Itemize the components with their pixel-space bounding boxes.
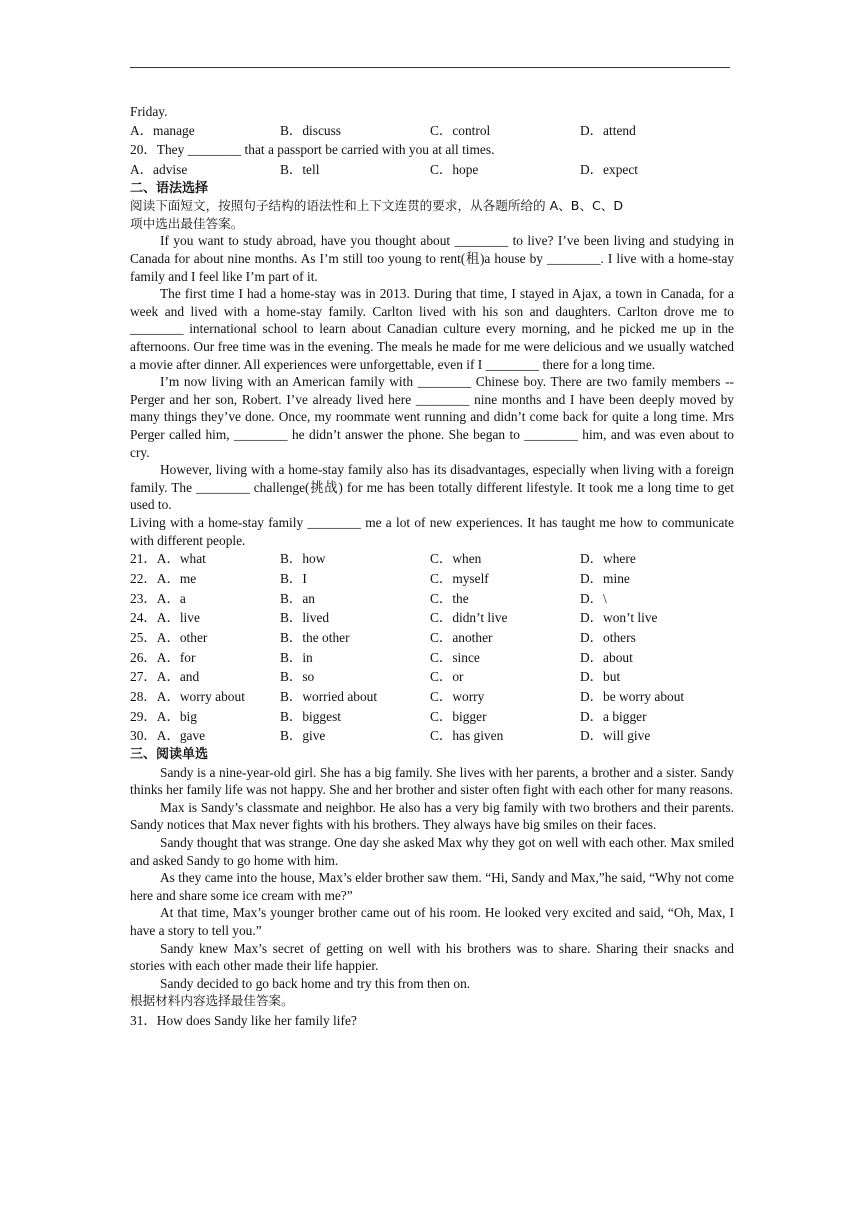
section-2-instruction-cont: 项中选出最佳答案。: [130, 215, 244, 231]
section-2-instruction: 阅读下面短文，按照句子结构的语法性和上下文连贯的要求，从各题所给的 A、B、C、D: [130, 198, 624, 214]
question-row: [130, 687, 734, 707]
option-c: C．worry: [430, 688, 485, 704]
passage-paragraph: Sandy knew Max’s secret of getting on well with his brothers was to share. Sharing their snacks and stories with each other made their life happier.: [130, 940, 734, 974]
option-c: C．another: [430, 629, 493, 645]
document-body: [130, 103, 734, 1030]
option-a: 25．A．other: [130, 629, 208, 645]
passage-paragraph: Sandy decided to go back home and try this from then on.: [160, 975, 471, 991]
option-a: 24．A．live: [130, 610, 200, 626]
option-c: C．when: [430, 551, 482, 567]
passage-paragraph: As they came into the house, Max’s elder brother saw them. “Hi, Sandy and Max,”he said, “Why not come here and share some ice cream with me?”: [130, 870, 734, 903]
option-b: B．an: [280, 590, 315, 606]
option-a: 22．A．me: [130, 570, 197, 586]
option-c: C．bigger: [430, 708, 487, 724]
option-b: B．tell: [280, 162, 320, 178]
section-3-passage: [130, 764, 734, 993]
question-row: [130, 549, 734, 569]
passage-paragraph: I’m now living with an American family with ________ Chinese boy. There are two family members -- Perger and her son, Robert. I’ve already lived here ________ nine months and I have been deeply moved by many things they’ve done. Once, my roommate went running and didn’t come back for quite a long time. Mrs Perger called him, ________ he didn’t answer the phone. She began to ________ him, and was even about to cry.: [130, 374, 734, 460]
option-c: C．myself: [430, 570, 489, 586]
option-a: A．manage: [130, 122, 195, 138]
header-rule: [130, 67, 730, 68]
passage-paragraph: Sandy thought that was strange. One day she asked Max why they got on well with each other. Max smiled and asked Sandy to go home with him.: [130, 834, 734, 868]
option-a: 28．A．worry about: [130, 688, 245, 704]
option-d: D．attend: [580, 122, 636, 138]
question-row: [130, 608, 734, 628]
option-b: B．give: [280, 728, 326, 744]
option-d: D．others: [580, 629, 636, 645]
continued-text: Friday.: [130, 104, 168, 119]
q19-options: [130, 121, 734, 141]
passage-paragraph: At that time, Max’s younger brother came out of his room. He looked very excited and said, “Oh, Max, I have a story to tell you.”: [130, 905, 734, 938]
option-b: B．I: [280, 570, 307, 586]
question-row: [130, 667, 734, 687]
option-a: A．advise: [130, 162, 188, 178]
option-c: C．the: [430, 590, 469, 606]
question-list: [130, 549, 734, 746]
option-b: B．biggest: [280, 708, 342, 724]
option-c: C．or: [430, 669, 464, 685]
option-d: D．\: [580, 590, 607, 606]
option-a: 23．A．a: [130, 590, 186, 606]
option-a: 27．A．and: [130, 669, 200, 685]
question-row: [130, 628, 734, 648]
option-b: B．how: [280, 551, 326, 567]
passage-paragraph: The first time I had a home-stay was in 2013. During that time, I stayed in Ajax, a town in Canada, for a week and lived with a home-stay family. Carlton lived with his son and daughters. Carlton drove me to ________ international school to learn about Canadian culture every morning, and he picked me up in the afternoons. Our free time was in the evening. The meals he made for me were delicious and we usually watched a movie after dinner. All experiences were unforgettable, even if I ________ there for a long time.: [130, 286, 734, 372]
option-b: B．the other: [280, 629, 350, 645]
question-31: 31．How does Sandy like her family life?: [130, 1012, 357, 1028]
section-2-passage: [130, 232, 734, 549]
option-b: B．in: [280, 649, 313, 665]
option-d: D．expect: [580, 162, 639, 178]
option-c: C．hope: [430, 162, 479, 178]
option-b: B．so: [280, 669, 315, 685]
option-a: 26．A．for: [130, 649, 196, 665]
passage-paragraph: Max is Sandy’s classmate and neighbor. He also has a very big family with two brothers and their parents. Sandy notices that Max never fights with his brothers. They always have big smiles on their faces.: [130, 799, 734, 833]
question-row: [130, 726, 734, 746]
question-row: [130, 569, 734, 589]
option-d: D．won’t live: [580, 610, 658, 626]
passage-paragraph: Sandy is a nine-year-old girl. She has a big family. She lives with her parents, a brother and a sister. Sandy thinks her family life was not happy. She and her brother and sister often fight with each other for many reasons.: [130, 764, 734, 798]
option-c: C．didn’t live: [430, 610, 508, 626]
option-b: B．discuss: [280, 122, 342, 138]
option-d: D．about: [580, 649, 633, 665]
option-c: C．control: [430, 122, 491, 138]
option-a: 21．A．what: [130, 551, 206, 567]
question-row: [130, 589, 734, 609]
question-row: [130, 707, 734, 727]
passage-paragraph: However, living with a home-stay family also has its disadvantages, especially when living with a foreign family. The ________ challenge(挑战) for me has been totally different lifestyle. It took me a long time to get used to.: [130, 462, 734, 513]
passage-paragraph: If you want to study abroad, have you thought about ________ to live? I’ve been living and studying in Canada for about nine months. As I’m still too young to rent(租)a house by ________. I live with a home-stay family and I feel like I’m part of it.: [130, 233, 734, 284]
section-3-instruction: 根据材料内容选择最佳答案。: [130, 993, 294, 1009]
option-a: 29．A．big: [130, 708, 197, 724]
q20-stem: 20．They ________ that a passport be carried with you at all times.: [130, 142, 495, 158]
option-d: D．mine: [580, 570, 630, 586]
option-d: D．but: [580, 669, 621, 685]
option-b: B．worried about: [280, 688, 378, 704]
option-c: C．has given: [430, 728, 504, 744]
option-b: B．lived: [280, 610, 330, 626]
question-row: [130, 648, 734, 668]
option-d: D．be worry about: [580, 688, 685, 704]
option-d: D．a bigger: [580, 708, 647, 724]
section-2-heading: 二、语法选择: [130, 180, 209, 196]
passage-paragraph: Living with a home-stay family ________ me a lot of new experiences. It has taught me how to communicate with different people.: [130, 514, 734, 548]
option-c: C．since: [430, 649, 480, 665]
section-3-heading: 三、阅读单选: [130, 747, 209, 762]
option-d: D．where: [580, 551, 636, 567]
option-d: D．will give: [580, 728, 651, 744]
option-a: 30．A．gave: [130, 728, 206, 744]
q20-options: [130, 160, 734, 180]
